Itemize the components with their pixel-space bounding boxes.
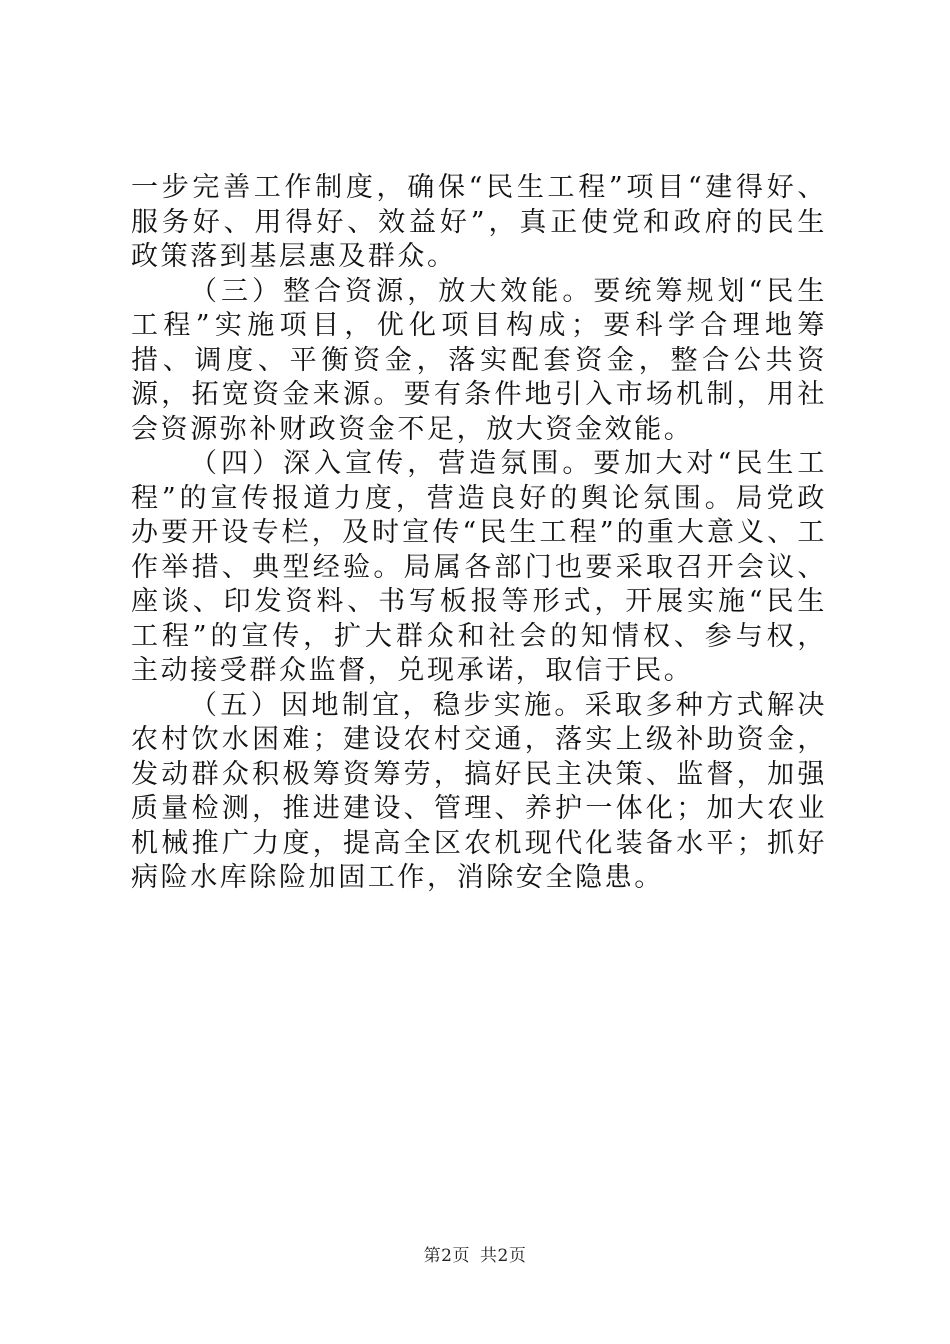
document-body xyxy=(131,171,827,896)
paragraph-publicity: （四）深入宣传，营造氛围。要加大对“民生工程”的宣传报道力度，营造良好的舆论氛围。局党政办要开设专栏，及时宣传“民生工程”的重大意义、工作举措、典型经验。局属各部门也要采取召开会议、座谈、印发资料、书写板报等形式，开展实施“民生工程”的宣传，扩大群众和社会的知情权、参与权，主动接受群众监督，兑现承诺，取信于民。 xyxy=(131,448,827,686)
paragraph-local-implementation: （五）因地制宜，稳步实施。采取多种方式解决农村饮水困难；建设农村交通，落实上级补助资金，发动群众积极筹资筹劳，搞好民主决策、监督，加强质量检测，推进建设、管理、养护一体化；加大农业机械推广力度，提高全区农机现代化装备水平；抓好病险水库除险加固工作，消除安全隐患。 xyxy=(131,689,827,893)
page-number: 第2页 xyxy=(423,1246,470,1266)
paragraph-integrate-resources: （三）整合资源，放大效能。要统筹规划“民生工程”实施项目，优化项目构成；要科学合理地筹措、调度、平衡资金，落实配套资金，整合公共资源，拓宽资金来源。要有条件地引入市场机制，用社会资源弥补财政资金不足，放大资金效能。 xyxy=(131,275,827,445)
page-total: 共2页 xyxy=(480,1246,527,1266)
paragraph-continuation: 一步完善工作制度，确保“民生工程”项目“建得好、服务好、用得好、效益好”，真正使党和政府的民生政策落到基层惠及群众。 xyxy=(131,172,827,272)
page-footer xyxy=(0,1244,950,1268)
